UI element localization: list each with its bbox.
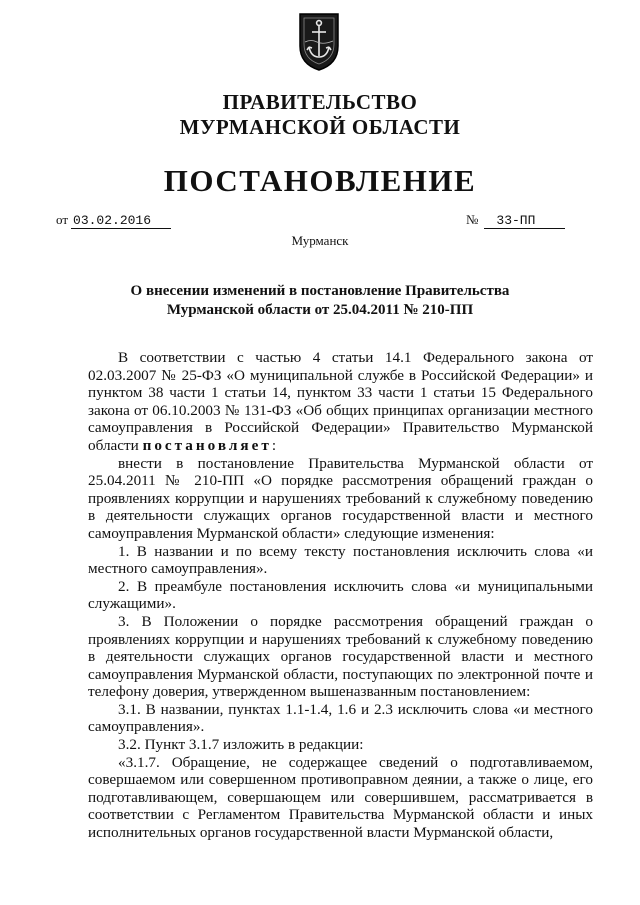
number-prefix: № [466, 212, 479, 227]
subject-line-1: О внесении изменений в постановление Правительства [130, 283, 510, 299]
paragraph-item-3-2: 3.2. Пункт 3.1.7 изложить в редакции: [118, 736, 364, 754]
document-type-title: ПОСТАНОВЛЕНИЕ [163, 163, 477, 198]
document-number [466, 212, 565, 229]
preamble-colon: : [271, 436, 277, 454]
paragraph-amend-intro: внести в постановление Правительства Мурманской области от 25.04.2011 № 210-ПП «О порядке рассмотрения обращений граждан о проявлениях коррупции и нарушениях требований к служебному поведению в деятельности служащих органов государственной власти и местного самоуправления Мурманской области» следующие изменения: [88, 454, 593, 542]
government-name-line-1: ПРАВИТЕЛЬСТВО [222, 90, 418, 114]
city-name: Мурманск [291, 233, 349, 248]
paragraph-item-3-1: 3.1. В названии, пунктах 1.1-1.4, 1.6 и 2.3 исключить слова «и местного самоуправления». [88, 700, 593, 736]
preamble-text: В соответствии с частью 4 статьи 14.1 Федерального закона от 02.03.2007 № 25-ФЗ «О муниципальной службе в Российской Федерации» и пунктом 38 части 1 статьи 14, пунктом 33 части 1 статьи 15 Федерального закона от 06.10.2003 № 131-ФЗ «Об общих принципах организации местного самоуправления в Российской Федерации» Правительство Мурманской области [88, 349, 593, 454]
coat-of-arms-emblem [297, 12, 341, 72]
document-body [88, 349, 593, 842]
paragraph-item-1: 1. В названии и по всему тексту постановления исключить слова «и местного самоуправления». [88, 542, 593, 578]
resolves-word: постановляет [142, 436, 272, 454]
number-value: 33-ПП [484, 213, 565, 229]
paragraph-item-3-1-7: «3.1.7. Обращение, не содержащее сведений о подготавливаемом, совершаемом или совершенном противоправном деянии, а также о лице, его подготавливающем, совершающем или совершившем, рассматривается в соответствии с Регламентом Правительства Мурманской области и иных исполнительных органов государственной власти Мурманской области, [88, 753, 593, 842]
document-date [56, 212, 171, 229]
date-value: 03.02.2016 [71, 213, 171, 229]
government-name-line-2: МУРМАНСКОЙ ОБЛАСТИ [179, 115, 461, 139]
subject-line-2: Мурманской области от 25.04.2011 № 210-ПП [166, 302, 474, 318]
paragraph-item-3: 3. В Положении о порядке рассмотрения обращений граждан о проявлениях коррупции и нарушениях требований к служебному поведению в деятельности служащих органов государственной власти и местного самоуправления Мурманской области, поступающих по электронной почте и телефону доверия, утвержденном вышеназванным постановлением: [88, 612, 593, 701]
date-prefix: от [56, 212, 69, 227]
paragraph-item-2: 2. В преамбуле постановления исключить слова «и муниципальными служащими». [88, 577, 593, 613]
preamble-paragraph [88, 349, 593, 455]
